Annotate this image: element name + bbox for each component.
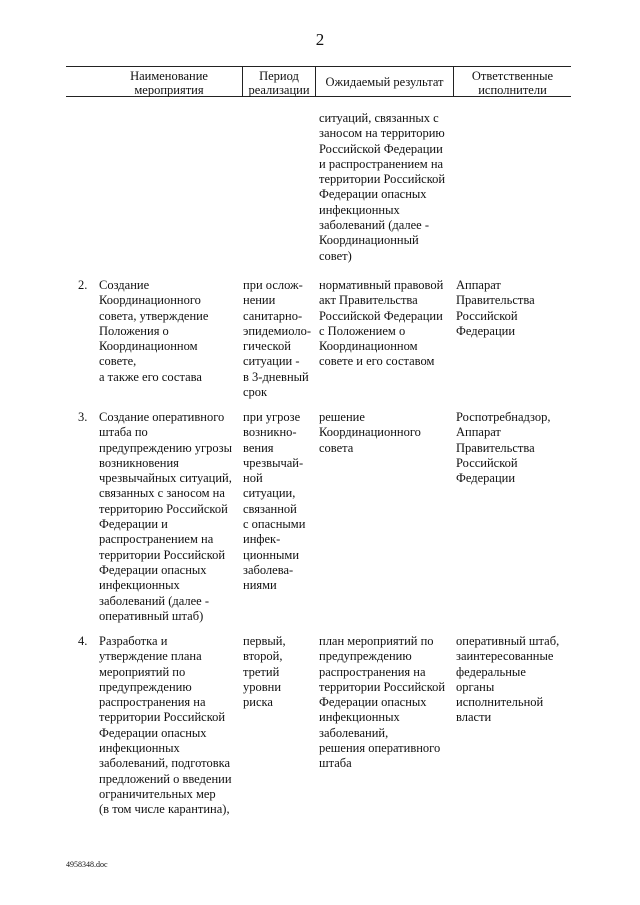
header-period: Период реализации — [248, 69, 310, 97]
row-executors: оперативный штаб, заинтересованные федеральные органы исполнительной власти — [456, 634, 560, 725]
row-result: план мероприятий по предупреждению распространения на территории Российской Федерации опасных инфекционных заболеваний, решения оперативного штаба — [319, 634, 446, 771]
row-name: Создание Координационного совета, утверждение Положения о Координационном совете, а также его состава — [99, 278, 209, 384]
row-period: при ослож- нении санитарно- эпидемиоло- гической ситуации - в 3-дневный срок — [243, 278, 311, 400]
row-period: при угрозе возникно- вения чрезвычай- ной ситуации, связанной с опасными инфек- ционными заболева- ниями — [243, 410, 306, 593]
row-result: нормативный правовой акт Правительства Российской Федерации с Положением о Координационном совете и его составом — [319, 278, 444, 369]
row-executors: Роспотребнадзор, Аппарат Правительства Российской Федерации — [456, 410, 551, 486]
header-top-rule — [66, 66, 571, 67]
continuation-result: ситуаций, связанных с заносом на территорию Российской Федерации и распространением на территории Российской Федерации опасных инфекционных заболеваний (далее - Координационный совет) — [319, 111, 446, 263]
row-number: 2. — [78, 278, 88, 292]
row-name: Создание оперативного штаба по предупреждению угрозы возникновения чрезвычайных ситуаций, связанных с заносом на территорию Российской Федерации и распространением на территории Российской Федерации опасных инфекционных заболеваний (далее - оперативный штаб) — [99, 410, 233, 623]
row-number: 3. — [78, 410, 88, 424]
header-name: Наименование мероприятия — [130, 69, 208, 97]
footer-filename: 4958348.doc — [66, 860, 108, 869]
row-number: 4. — [78, 634, 88, 648]
page-number: 2 — [315, 30, 325, 49]
row-result: решение Координационного совета — [319, 410, 421, 455]
header-executors: Ответственные исполнители — [471, 69, 554, 97]
header-result: Ожидаемый результат — [325, 75, 444, 89]
row-period: первый, второй, третий уровни риска — [243, 634, 286, 710]
row-executors: Аппарат Правительства Российской Федерации — [456, 278, 535, 338]
row-name: Разработка и утверждение плана мероприятий по предупреждению распространения на территории Российской Федерации опасных инфекционных заболеваний, подготовка предложений о введении ограничительных мер (в том числе карантина), — [99, 634, 232, 817]
